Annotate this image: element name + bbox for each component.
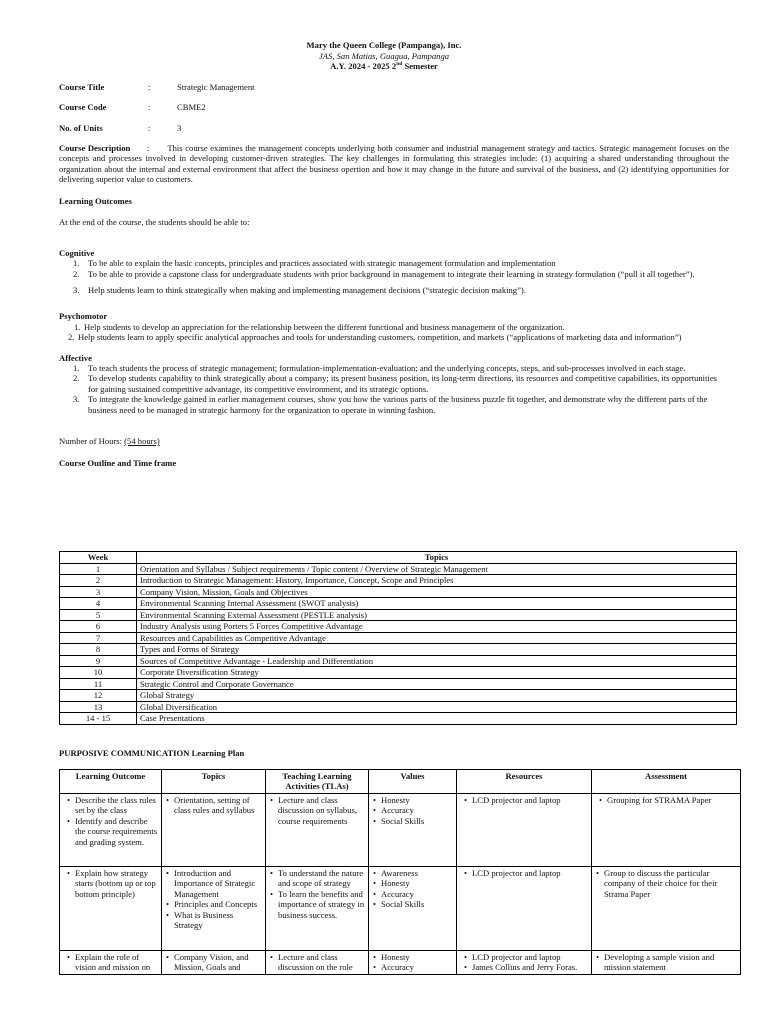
tlas-cell — [266, 866, 369, 950]
topic-cell: Strategic Control and Corporate Governance — [137, 678, 737, 690]
topic-cell: Case Presentations — [137, 713, 737, 725]
list-item: • Accuracy — [372, 805, 453, 815]
list-item — [59, 363, 729, 373]
list-item: • Social Skills — [372, 816, 453, 826]
tlas-cell — [266, 950, 369, 974]
psychomotor-list — [59, 322, 734, 343]
list-item: • Lecture and class discussion on the role — [269, 952, 365, 973]
list-item: • Awareness — [372, 868, 453, 878]
assessment-cell — [592, 793, 741, 866]
academic-year-text: A.Y. 2024 - 2025 2 — [330, 61, 397, 71]
course-title-colon: : — [148, 82, 151, 92]
col-topics: Topics — [162, 770, 266, 794]
list-item: • Group to discuss the particular company of their choice for their Strama Paper — [595, 868, 737, 899]
topic-cell: Corporate Diversification Strategy — [137, 667, 737, 679]
topic-cell: Company Vision, Mission, Goals and Objectives — [137, 586, 737, 598]
item-text: To be able to provide a capstone class for undergraduate students with prior background in management to integrate their learning in strategy formulation (“pull it all together”). — [88, 269, 695, 280]
table-row — [60, 793, 741, 866]
week-cell: 7 — [60, 632, 137, 644]
item-number: 1. — [74, 322, 81, 332]
list-item: • Accuracy — [372, 962, 453, 972]
list-item: • LCD projector and laptop — [460, 795, 588, 805]
psychomotor-heading: Psychomotor — [59, 311, 108, 321]
institution-address: JAS, San Matias, Guagua, Pampanga — [318, 51, 450, 61]
assessment-cell — [592, 866, 741, 950]
list-item: • Honesty — [372, 878, 453, 888]
table-row — [60, 632, 737, 644]
resources-cell — [457, 950, 592, 974]
week-cell: 11 — [60, 678, 137, 690]
list-item: • Introduction and Importance of Strategic Management — [165, 868, 262, 899]
outcome-cell — [60, 950, 162, 974]
cognitive-heading: Cognitive — [59, 248, 95, 258]
cognitive-list — [59, 258, 734, 295]
units-value: 3 — [177, 123, 182, 133]
course-code-colon: : — [148, 102, 151, 112]
table-row — [60, 713, 737, 725]
item-number: 2. — [73, 269, 80, 280]
list-item: • Describe the class rules set by the class — [63, 795, 158, 816]
list-item — [59, 373, 729, 394]
week-cell: 6 — [60, 621, 137, 633]
table-row — [60, 563, 737, 575]
list-item: • Identify and describe the course requirements and grading system. — [63, 816, 158, 847]
topic-cell: Orientation and Syllabus / Subject requirements / Topic content / Overview of Strategic Management — [137, 563, 737, 575]
outcome-cell — [60, 793, 162, 866]
week-cell: 14 - 15 — [60, 713, 137, 725]
units-colon: : — [148, 123, 151, 133]
week-cell: 12 — [60, 690, 137, 702]
values-cell — [369, 950, 457, 974]
topics-cell — [162, 950, 266, 974]
list-item: • Social Skills — [372, 899, 453, 909]
hours-label: Number of Hours: — [59, 436, 125, 446]
topic-cell: Types and Forms of Strategy — [137, 644, 737, 656]
week-cell: 3 — [60, 586, 137, 598]
item-number: 2. — [68, 332, 75, 343]
table-row — [60, 644, 737, 656]
week-cell: 1 — [60, 563, 137, 575]
item-text: Help students learn to think strategically when making and implementing management decisions (“strategic decision making”). — [88, 284, 526, 295]
learning-outcomes-heading: Learning Outcomes — [59, 196, 132, 206]
table-row — [60, 586, 737, 598]
table-row — [60, 575, 737, 587]
week-cell: 5 — [60, 609, 137, 621]
table-row — [60, 609, 737, 621]
course-code-value: CBME2 — [177, 102, 206, 112]
list-item: • Orientation, setting of class rules and syllabus — [165, 795, 262, 816]
col-assessment: Assessment — [592, 770, 741, 794]
week-cell: 13 — [60, 701, 137, 713]
table-row — [60, 667, 737, 679]
tlas-cell — [266, 793, 369, 866]
item-text: To integrate the knowledge gained in earlier management courses, show you how the various parts of the business puzzle fit together, and demonstrate why the different parts of the business need to be managed in strategic harmony for the organization to operate in winning fashion. — [88, 394, 708, 415]
list-item: • Honesty — [372, 795, 453, 805]
list-item: • To understand the nature and scope of strategy — [269, 868, 365, 889]
week-column-header: Week — [60, 552, 137, 564]
learning-plan-table — [59, 769, 741, 975]
topic-cell: Introduction to Strategic Management: History, Importance, Concept, Scope and Principles — [137, 575, 737, 587]
list-item — [59, 394, 729, 415]
table-row — [60, 598, 737, 610]
table-row — [60, 690, 737, 702]
week-cell: 10 — [60, 667, 137, 679]
week-cell: 9 — [60, 655, 137, 667]
resources-cell — [457, 793, 592, 866]
item-text: To be able to explain the basic concepts, principles and practices associated with strategic management formulation and implementation — [88, 258, 556, 268]
learning-plan-heading: PURPOSIVE COMMUNICATION Learning Plan — [59, 748, 245, 758]
semester-word: Semester — [402, 61, 438, 71]
item-number: 3. — [73, 284, 80, 295]
list-item: • Explain how strategy starts (bottom up or top bottom principle) — [63, 868, 158, 899]
topic-cell: Sources of Competitive Advantage - Leadership and Differentiation — [137, 655, 737, 667]
item-text: Help students learn to apply specific analytical approaches and tools for understanding customers, competition, and markets (“applications of marketing data and information”) — [78, 332, 682, 343]
semester-ordinal: nd — [396, 61, 403, 68]
table-row — [60, 950, 741, 974]
list-item — [59, 332, 734, 342]
item-number: 3. — [73, 394, 80, 405]
topic-cell: Global Diversification — [137, 701, 737, 713]
col-values: Values — [369, 770, 457, 794]
list-item — [59, 285, 734, 295]
topics-cell — [162, 793, 266, 866]
list-item — [59, 269, 734, 279]
item-text: To teach students the process of strategic management; formulation-implementation-evaluation; and the underlying concepts, steps, and sub-processes involved in each stage. — [88, 363, 686, 373]
list-item — [59, 322, 734, 332]
table-row — [60, 866, 741, 950]
topic-cell: Environmental Scanning Internal Assessment (SWOT analysis) — [137, 598, 737, 610]
assessment-cell — [592, 950, 741, 974]
topics-cell — [162, 866, 266, 950]
list-item: • Grouping for STRAMA Paper — [595, 795, 737, 805]
list-item: • What is Business Strategy — [165, 910, 262, 931]
list-item: • Accuracy — [372, 889, 453, 899]
topic-cell: Resources and Capabilities as Competitive Advantage — [137, 632, 737, 644]
values-cell — [369, 866, 457, 950]
table-row — [60, 621, 737, 633]
week-cell: 4 — [60, 598, 137, 610]
list-item: • James Collins and Jerry Foras. — [460, 962, 588, 972]
list-item: • Principles and Concepts — [165, 899, 262, 909]
topic-cell: Environmental Scanning External Assessment (PESTLE analysis) — [137, 609, 737, 621]
list-item: • LCD projector and laptop — [460, 952, 588, 962]
course-outline-table — [59, 551, 737, 725]
item-text: To develop students capability to think strategically about a company; its present business position, its long-term directions, its resources and competitive capabilities, its opportunities for gaining sustained competitive advantage, its competitive environment, and its strategic options. — [88, 373, 718, 394]
academic-year — [0, 61, 768, 71]
list-item: • Company Vision, and Mission, Goals and — [165, 952, 262, 973]
topic-cell: Industry Analysis using Porters 5 Forces Competitive Advantage — [137, 621, 737, 633]
week-cell: 8 — [60, 644, 137, 656]
learning-outcomes-intro: At the end of the course, the students should be able to: — [59, 217, 250, 227]
affective-list — [59, 363, 729, 415]
table-row — [60, 655, 737, 667]
list-item — [59, 258, 734, 268]
course-code-label: Course Code — [59, 102, 107, 112]
item-text: Help students to develop an appreciation for the relationship between the different functional and business management of the organization. — [84, 322, 565, 332]
list-item: • Developing a sample vision and mission statement — [595, 952, 737, 973]
hours-value: (54 hours) — [124, 436, 160, 446]
resources-cell — [457, 866, 592, 950]
table-header-row — [60, 552, 737, 564]
col-resources: Resources — [457, 770, 592, 794]
course-description — [59, 143, 729, 185]
list-item: • Honesty — [372, 952, 453, 962]
item-number: 2. — [73, 373, 80, 384]
outcome-cell — [60, 866, 162, 950]
course-description-label: Course Description — [59, 143, 131, 153]
col-learning-outcome: Learning Outcome — [60, 770, 162, 794]
col-tlas: Teaching Learning Activities (TLAs) — [266, 770, 369, 794]
topic-cell: Global Strategy — [137, 690, 737, 702]
course-description-colon: : — [146, 143, 150, 153]
table-row — [60, 701, 737, 713]
course-title-value: Strategic Management — [177, 82, 255, 92]
list-item: • To learn the benefits and importance of strategy in business success. — [269, 889, 365, 920]
course-title-label: Course Title — [59, 82, 105, 92]
affective-heading: Affective — [59, 353, 92, 363]
table-header-row — [60, 770, 741, 794]
list-item: • Explain the role of vision and mission on — [63, 952, 158, 973]
list-item: • LCD projector and laptop — [460, 868, 588, 878]
course-description-text: This course examines the management concepts underlying both consumer and industrial management strategy and tactics. Strategic management focuses on the concepts and processes involved in developing customer-driven strategies. The key challenges in formulating this strategies include: (1) acquiring a shared understanding throughout the organization about the internal and external environment that affect the business opertion and how it may change in the future and survival of the business, and (2) identifying opportunities for delivering superior value to customers. — [59, 143, 730, 185]
table-row — [60, 678, 737, 690]
list-item: • Lecture and class discussion on syllabus, course requirements — [269, 795, 365, 826]
number-of-hours — [59, 436, 160, 446]
topics-column-header: Topics — [137, 552, 737, 564]
item-number: 1. — [73, 363, 80, 373]
item-number: 1. — [73, 258, 80, 268]
values-cell — [369, 793, 457, 866]
course-outline-heading: Course Outline and Time frame — [59, 458, 177, 468]
institution-name: Mary the Queen College (Pampanga), Inc. — [306, 40, 462, 50]
week-cell: 2 — [60, 575, 137, 587]
units-label: No. of Units — [59, 123, 103, 133]
